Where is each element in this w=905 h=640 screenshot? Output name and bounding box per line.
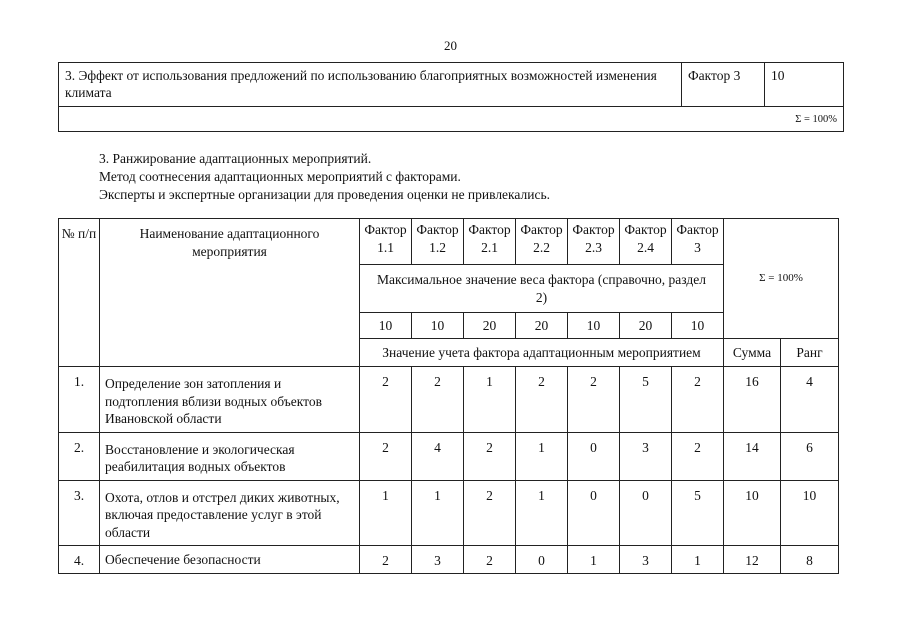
factor-header: Фактор 2.4	[620, 219, 672, 265]
row-rank: 8	[781, 546, 839, 574]
row-value: 1	[360, 480, 412, 546]
factor-header: Фактор 2.3	[568, 219, 620, 265]
row-num: 2.	[59, 432, 100, 480]
row-value: 0	[620, 480, 672, 546]
row-value: 0	[516, 546, 568, 574]
row-rank: 10	[781, 480, 839, 546]
max-weight-label: Максимальное значение веса фактора (справочно, раздел 2)	[360, 265, 724, 313]
row-num: 4.	[59, 546, 100, 574]
max-weight-value: 10	[672, 313, 724, 339]
row-value: 2	[464, 546, 516, 574]
max-weight-value: 10	[360, 313, 412, 339]
table-row	[59, 367, 839, 433]
row-value: 2	[672, 367, 724, 433]
row-value: 2	[464, 432, 516, 480]
factor-header: Фактор 1.2	[412, 219, 464, 265]
row-value: 2	[516, 367, 568, 433]
section-heading: 3. Ранжирование адаптационных мероприятий.	[99, 151, 372, 166]
row-sum: 14	[724, 432, 781, 480]
max-weight-value: 10	[412, 313, 464, 339]
ranking-table	[58, 218, 839, 574]
row-name: Обеспечение безопасности	[100, 546, 360, 574]
row-value: 1	[516, 432, 568, 480]
row-value: 1	[672, 546, 724, 574]
table-row	[59, 546, 839, 574]
row-num: 1.	[59, 367, 100, 433]
row-value: 1	[516, 480, 568, 546]
row-value: 2	[412, 367, 464, 433]
value-label: Значение учета фактора адаптационным мероприятием	[360, 339, 724, 367]
row-value: 3	[620, 432, 672, 480]
row-value: 3	[412, 546, 464, 574]
row-sum: 12	[724, 546, 781, 574]
row-value: 2	[360, 367, 412, 433]
row-value: 3	[620, 546, 672, 574]
row-sum: 16	[724, 367, 781, 433]
effect-text: 3. Эффект от использования предложений по использованию благоприятных возможностей изменения климата	[59, 63, 682, 107]
row-rank: 6	[781, 432, 839, 480]
row-value: 2	[464, 480, 516, 546]
row-name: Восстановление и экологическая реабилитация водных объектов	[100, 432, 360, 480]
row-value: 2	[672, 432, 724, 480]
factor-header: Фактор 1.1	[360, 219, 412, 265]
max-weight-value: 20	[516, 313, 568, 339]
row-value: 5	[620, 367, 672, 433]
row-value: 1	[464, 367, 516, 433]
ranking-section	[99, 150, 550, 205]
max-weight-value: 20	[620, 313, 672, 339]
row-value: 1	[412, 480, 464, 546]
sum-note: Σ = 100%	[724, 219, 839, 339]
row-value: 5	[672, 480, 724, 546]
section-experts: Эксперты и экспертные организации для проведения оценки не привлекались.	[99, 187, 551, 203]
col-num-header: № п/п	[59, 219, 100, 367]
row-value: 0	[568, 480, 620, 546]
col-name-header: Наименование адаптационного мероприятия	[100, 219, 360, 367]
row-rank: 4	[781, 367, 839, 433]
factor-header: Фактор 2.2	[516, 219, 568, 265]
row-value: 0	[568, 432, 620, 480]
effect-factor-value: 10	[765, 63, 844, 107]
row-value: 2	[360, 546, 412, 574]
row-name: Охота, отлов и отстрел диких животных, включая предоставление услуг в этой области	[100, 480, 360, 546]
rank-header: Ранг	[781, 339, 839, 367]
max-weight-value: 20	[464, 313, 516, 339]
row-value: 4	[412, 432, 464, 480]
row-value: 1	[568, 546, 620, 574]
max-weight-value: 10	[568, 313, 620, 339]
row-num: 3.	[59, 480, 100, 546]
effect-sum-note: Σ = 100%	[59, 106, 844, 131]
section-method: Метод соотнесения адаптационных мероприятий с факторами.	[99, 169, 461, 185]
table-row	[59, 480, 839, 546]
page-number: 20	[444, 38, 457, 53]
factor-header: Фактор 2.1	[464, 219, 516, 265]
sum-header: Сумма	[724, 339, 781, 367]
row-name: Определение зон затопления и подтопления вблизи водных объектов Ивановской области	[100, 367, 360, 433]
factor-header: Фактор 3	[672, 219, 724, 265]
row-value: 2	[568, 367, 620, 433]
table-row	[59, 432, 839, 480]
row-value: 2	[360, 432, 412, 480]
effect-factor-label: Фактор 3	[682, 63, 765, 107]
effect-table	[58, 62, 844, 132]
row-sum: 10	[724, 480, 781, 546]
